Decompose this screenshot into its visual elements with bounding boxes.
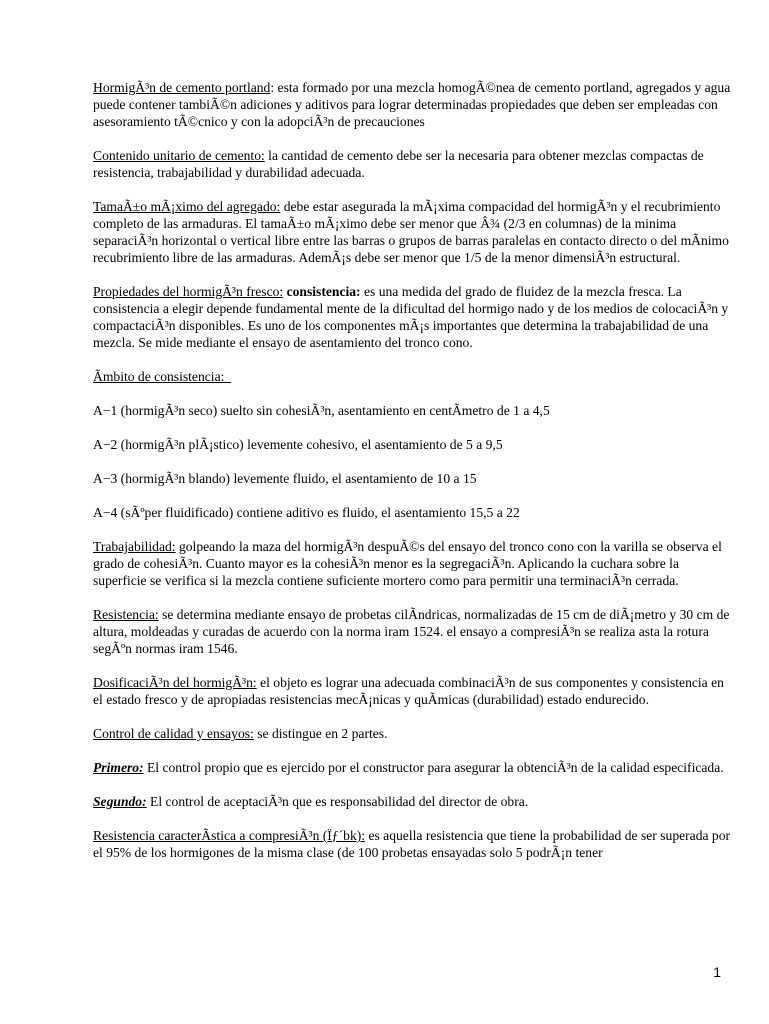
paragraph-contenido-cemento <box>93 147 733 181</box>
heading-ambito: Ãmbito de consistencia: <box>93 369 232 384</box>
text-resistencia-caracteristica: es aquella resistencia que tiene la probabilidad de ser superada por el 95% de los hormigones de la misma clase (de 100 probetas ensayadas solo 5 podrÃ¡n tener <box>93 828 731 860</box>
heading-resistencia: Resistencia: <box>93 607 159 622</box>
bold-consistencia: consistencia: <box>283 284 361 299</box>
text-a4: A−4 (sÃºper fluidificado) contiene aditivo es fluido, el asentamiento 15,5 a 22 <box>93 505 520 520</box>
text-a1: A−1 (hormigÃ³n seco) suelto sin cohesiÃ³n, asentamiento en centÃmetro de 1 a 4,5 <box>93 403 550 418</box>
text-contenido-cemento: la cantidad de cemento debe ser la necesaria para obtener mezclas compactas de resistencia, trabajabilidad y durabilidad adecuada. <box>93 148 704 180</box>
paragraph-tamano-agregado <box>93 198 733 266</box>
heading-primero: Primero: <box>93 760 144 775</box>
text-propiedades: es una medida del grado de fluidez de la mezcla fresca. La consistencia a elegir depende fundamental mente de la dificultad del hormigo nado y de los medios de colocaciÃ³n y compactaciÃ³n disponibles. Es uno de los componentes mÃ¡s importantes que determina la trabajabilidad de una mezcla. Se mide mediante el ensayo de asentamiento del tronco cono. <box>93 284 729 350</box>
paragraph-resistencia <box>93 606 733 657</box>
heading-dosificacion: DosificaciÃ³n del hormigÃ³n: <box>93 675 257 690</box>
text-a3: A−3 (hormigÃ³n blando) levemente fluido, el asentamiento de 10 a 15 <box>93 471 477 486</box>
paragraph-ambito <box>93 368 733 385</box>
text-resistencia: se determina mediante ensayo de probetas cilÃndricas, normalizadas de 15 cm de diÃ¡metro y 30 cm de altura, moldeadas y curadas de acuerdo con la norma iram 1524. el ensayo a compresiÃ³n se realiza asta la rotura segÃºn normas iram 1546. <box>93 607 730 656</box>
list-item-a3 <box>93 470 733 487</box>
paragraph-dosificacion <box>93 674 733 708</box>
text-tamano-agregado: debe estar asegurada la mÃ¡xima compacidad del hormigÃ³n y el recubrimiento completo de las armaduras. El tamaÃ±o mÃ¡ximo debe ser menor que Â¾ (2/3 en columnas) de la minima separaciÃ³n horizontal o vertical libre entre las barras o grupos de barras paralelas en contacto directo o del mÃnimo recubrimiento libre de las armaduras. AdemÃ¡s debe ser menor que 1/5 de la menor dimensiÃ³n estructural. <box>93 199 729 265</box>
heading-resistencia-caracteristica: Resistencia caracterÃstica a compresiÃ³n (Ïƒ´bk): <box>93 828 366 843</box>
heading-hormigon: HormigÃ³n de cemento portland <box>93 80 271 95</box>
paragraph-trabajabilidad <box>93 538 733 589</box>
list-item-a4 <box>93 504 733 521</box>
text-a2: A−2 (hormigÃ³n plÃ¡stico) levemente cohesivo, el asentamiento de 5 a 9,5 <box>93 437 503 452</box>
text-dosificacion: el objeto es lograr una adecuada combinaciÃ³n de sus componentes y consistencia en el estado fresco y de apropiadas resistencias mecÃ¡nicas y quÃmicas (durabilidad) estado endurecido. <box>93 675 724 707</box>
list-item-a1 <box>93 402 733 419</box>
text-trabajabilidad: golpeando la maza del hormigÃ³n despuÃ©s del ensayo del tronco cono con la varilla se observa el grado de cohesiÃ³n. Cuanto mayor es la cohesiÃ³n menor es la segregaciÃ³n. Aplicando la cuchara sobre la superficie se verifica si la mezcla contiene suficiente mortero como para permitir una terminaciÃ³n cerrada. <box>93 539 722 588</box>
heading-segundo: Segundo: <box>93 794 147 809</box>
text-hormigon: : esta formado por una mezcla homogÃ©nea de cemento portland, agregados y agua puede contener tambiÃ©n adiciones y aditivos para lograr determinadas propiedades que deben ser empleadas con asesoramiento tÃ©cnico y con la adopciÃ³n de precauciones <box>93 80 731 129</box>
text-segundo: El control de aceptaciÃ³n que es responsabilidad del director de obra. <box>146 794 529 809</box>
paragraph-control-calidad <box>93 725 733 742</box>
paragraph-primero <box>93 759 733 776</box>
page-number: 1 <box>713 964 721 980</box>
heading-propiedades: Propiedades del hormigÃ³n fresco: <box>93 284 284 299</box>
paragraph-segundo <box>93 793 733 810</box>
paragraph-resistencia-caracteristica <box>93 827 733 861</box>
heading-control-calidad: Control de calidad y ensayos: <box>93 726 254 741</box>
list-item-a2 <box>93 436 733 453</box>
text-control-calidad: se distingue en 2 partes. <box>253 726 388 741</box>
heading-trabajabilidad: Trabajabilidad: <box>93 539 176 554</box>
text-primero: El control propio que es ejercido por el constructor para asegurar la obtenciÃ³n de la calidad especificada. <box>143 760 724 775</box>
heading-contenido-cemento: Contenido unitario de cemento: <box>93 148 265 163</box>
paragraph-propiedades <box>93 283 733 351</box>
document-body <box>93 79 733 878</box>
heading-tamano-agregado: TamaÃ±o mÃ¡ximo del agregado: <box>93 199 281 214</box>
paragraph-hormigon <box>93 79 733 130</box>
